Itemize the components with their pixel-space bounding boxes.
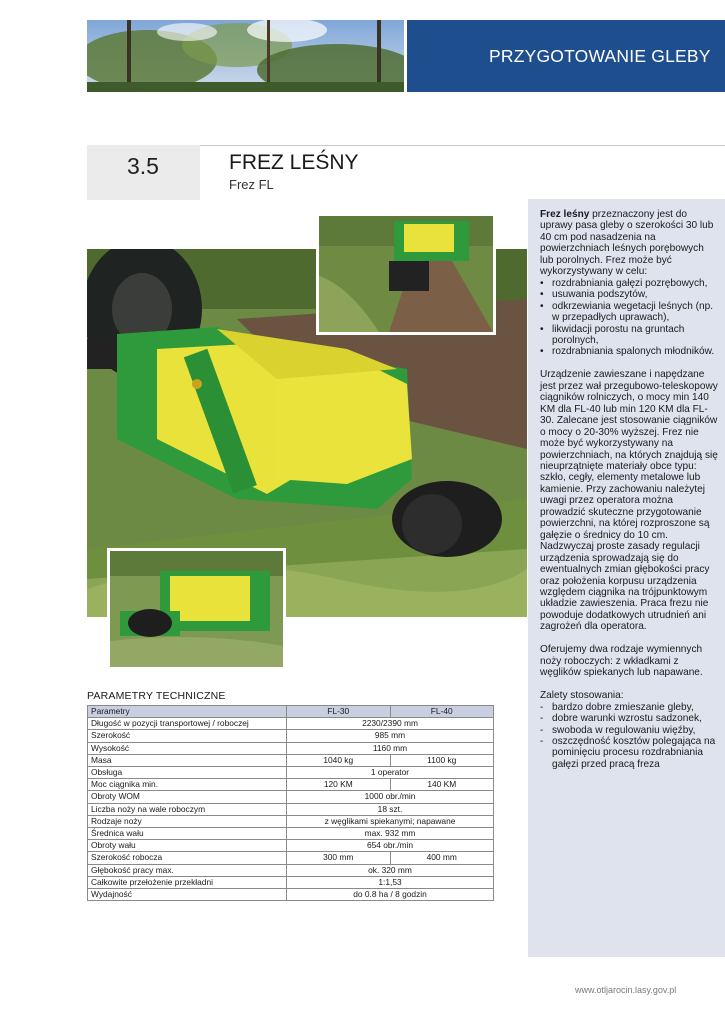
table-cell-label: Liczba noży na wale roboczym: [88, 803, 287, 815]
table-cell-value: 1100 kg: [390, 754, 494, 766]
table-cell-label: Szerokość: [88, 730, 287, 742]
list-item: - oszczędność kosztów polegająca na pominięciu procesu rozdrabniania gałęzi przed pracą freza: [540, 736, 718, 770]
table-cell-value: 1040 kg: [287, 754, 391, 766]
table-title: PARAMETRY TECHNICZNE: [87, 690, 226, 702]
inset-photo-top: [316, 213, 496, 335]
table-cell-value: z węglikami spiekanymi; napawane: [287, 815, 494, 827]
section-number: 3.5: [127, 153, 159, 179]
table-cell-label: Całkowite przełożenie przekładni: [88, 876, 287, 888]
table-cell-label: Masa: [88, 754, 287, 766]
list-item: - dobre warunki wzrostu sadzonek,: [540, 713, 718, 724]
table-cell-value: 1000 obr./min: [287, 791, 494, 803]
table-header-row: [88, 706, 494, 718]
description-paragraph-3: Oferujemy dwa rodzaje wymiennych noży roboczych: z wkładkami z węglików spiekanych lub napawane.: [540, 644, 703, 679]
table-row: [88, 754, 494, 766]
table-row: [88, 840, 494, 852]
intro-rest: przeznaczony jest do uprawy pasa gleby o szerokości 30 lub 40 cm pod nasadzenia na powierzchniach leśnych porębowych lub porolnych. Frez może być wykorzystywany w celu:: [540, 209, 714, 278]
table-row: [88, 876, 494, 888]
table-cell-value: 400 mm: [390, 852, 494, 864]
header-band: [407, 20, 725, 92]
table-row: [88, 828, 494, 840]
description-panel: [528, 199, 725, 957]
description-paragraph-2: Urządzenie zawieszane i napędzane jest przez wał przegubowo-teleskopowy ciągników rolniczych, o mocy min 140 KM dla FL-40 lub min 120 KM dla FL-30. Zalecane jest stosowanie ciągników o mocy o 20-30% wyższej. Frez nie może być wykorzystywany na powierzchniach, na których znajdują się nieuprzątnięte materiały obce typu: szkło, cegły, elementy metalowe lub kamienie. Przy zachowaniu należytej uwagi przez operatora można prowadzić skuteczne przygotowanie powierzchni, na której rozproszone są gałęzie o średnicy do 10 cm. Nadzwyczaj proste zasady regulacji urządzenia sprowadzają się do ewentualnych zmian głębokości pracy oraz położenia korpusu urządzenia względem ciągnika na trójpunktowym układzie zawieszenia. Praca frezu nie powoduje dodatkowych utrudnień ani zagrożeń dla operatora.: [540, 369, 718, 633]
page-subtitle: Frez FL: [229, 177, 274, 192]
table-row: [88, 742, 494, 754]
section-title: PRZYGOTOWANIE GLEBY: [489, 46, 711, 66]
advantages-heading: Zalety stosowania:: [540, 690, 624, 702]
forest-canopy-image: [87, 20, 404, 92]
table-row: [88, 803, 494, 815]
inset-photo-bottom: [107, 548, 286, 670]
mulcher-grass-image: [110, 551, 283, 667]
table-row: [88, 864, 494, 876]
table-row: [88, 730, 494, 742]
table-cell-value: 2230/2390 mm: [287, 718, 494, 730]
table-cell-value: 654 obr./min: [287, 840, 494, 852]
table-cell-value: 1160 mm: [287, 742, 494, 754]
table-cell-value: 140 KM: [390, 779, 494, 791]
table-cell-value: max. 932 mm: [287, 828, 494, 840]
table-cell-label: Obsługa: [88, 767, 287, 779]
table-cell-label: Obroty wału: [88, 840, 287, 852]
table-cell-label: Moc ciągnika min.: [88, 779, 287, 791]
list-item: - swoboda w regulowaniu więźby,: [540, 725, 718, 736]
table-row: [88, 889, 494, 901]
table-cell-value: 18 szt.: [287, 803, 494, 815]
table-cell-label: Długość w pozycji transportowej / roboczej: [88, 718, 287, 730]
mulcher-field-image: [319, 216, 493, 332]
table-row: [88, 791, 494, 803]
table-cell-label: Wydajność: [88, 889, 287, 901]
table-cell-value: ok. 320 mm: [287, 864, 494, 876]
table-cell-label: Średnica wału: [88, 828, 287, 840]
table-cell-label: Rodzaje noży: [88, 815, 287, 827]
table-header-cell: Parametry: [88, 706, 287, 718]
list-item: • odkrzewiania wegetacji leśnych (np. w przepadłych uprawach),: [540, 301, 718, 324]
table-cell-value: 1:1,53: [287, 876, 494, 888]
table-row: [88, 718, 494, 730]
table-cell-value: 985 mm: [287, 730, 494, 742]
footer-url: www.otljarocin.lasy.gov.pl: [575, 985, 677, 995]
table-cell-label: Wysokość: [88, 742, 287, 754]
table-row: [88, 815, 494, 827]
header-photo: [87, 20, 404, 92]
section-number-box: [87, 145, 200, 200]
table-cell-label: Głębokość pracy max.: [88, 864, 287, 876]
intro-bold: Frez leśny: [540, 209, 590, 220]
table-cell-label: Obroty WOM: [88, 791, 287, 803]
advantages-list: [540, 702, 718, 771]
table-cell-value: 1 operator: [287, 767, 494, 779]
table-cell-value: 300 mm: [287, 852, 391, 864]
list-item: • rozdrabniania spalonych młodników.: [540, 346, 718, 357]
table-header-cell: FL-40: [390, 706, 494, 718]
table-header-cell: FL-30: [287, 706, 391, 718]
table-row: [88, 779, 494, 791]
list-item: • rozdrabniania gałęzi pozrębowych,: [540, 278, 718, 289]
table-cell-label: Szerokość robocza: [88, 852, 287, 864]
parameters-table: [87, 705, 494, 901]
intro-paragraph: [540, 209, 718, 278]
table-row: [88, 852, 494, 864]
table-cell-value: do 0.8 ha / 8 godzin: [287, 889, 494, 901]
uses-list: [540, 278, 718, 358]
table-cell-value: 120 KM: [287, 779, 391, 791]
list-item: • likwidacji porostu na gruntach porolnych,: [540, 324, 718, 347]
list-item: - bardzo dobre zmieszanie gleby,: [540, 702, 718, 713]
list-item: • usuwania podszytów,: [540, 289, 718, 300]
table-row: [88, 767, 494, 779]
description-text: [540, 209, 718, 770]
page-title: FREZ LEŚNY: [229, 151, 359, 174]
